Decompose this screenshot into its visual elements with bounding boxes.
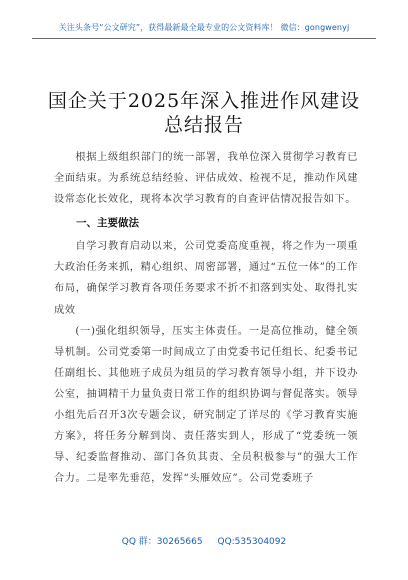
- footer-contacts: [0, 534, 408, 547]
- header-divider: [32, 38, 376, 39]
- document-title-line2: 总结报告: [163, 114, 244, 136]
- footer-qq-group: QQ 群：30265665: [121, 537, 203, 547]
- header-banner: 关注头条号“公文研究”，获得最新最全最专业的公文资料库！ 微信：gongwenyj: [58, 23, 350, 32]
- footer-qq: QQ:535304092: [217, 537, 287, 547]
- body-paragraph-1: 自学习教育启动以来，公司党委高度重视，将之作为一项重大政治任务来抓，精心组织、周密部署，通过“五位一体”的工作布局，确保学习教育各项任务要求不折不扣落到实处、取得扎实成效: [54, 241, 358, 316]
- document-body: [54, 147, 358, 489]
- document-title-line1: 国企关于2025年深入推进作风建设: [47, 90, 361, 112]
- intro-paragraph: 根据上级组织部门的统一部署，我单位深入贯彻学习教育已全面结束。为系统总结经验、评估成效、检视不足，推动作风建设常态化长效化，现将本次学习教育的自查评估情况报告如下。: [54, 152, 358, 206]
- section-heading: 一、主要做法: [76, 217, 140, 230]
- body-paragraph-2: (一)强化组织领导，压实主体责任。一是高位推动，健全领导机制。公司党委第一时间成立了由党委书记任组长、纪委书记任副组长、其他班子成员为组员的学习教育领导小组，并下设办公室，抽调精干力量负责日常工作的组织协调与督促落实。领导小组先后召开3次专题会议，研究制定了详尽的《学习教育实施方案》，将任务分解到岗、责任落实到人，形成了“党委统一领导、纪委监督推动、部门各负其责、全员积极参与”的强大工作合力。二是率先垂范，发挥“头雁效应”。公司党委班子: [54, 325, 358, 485]
